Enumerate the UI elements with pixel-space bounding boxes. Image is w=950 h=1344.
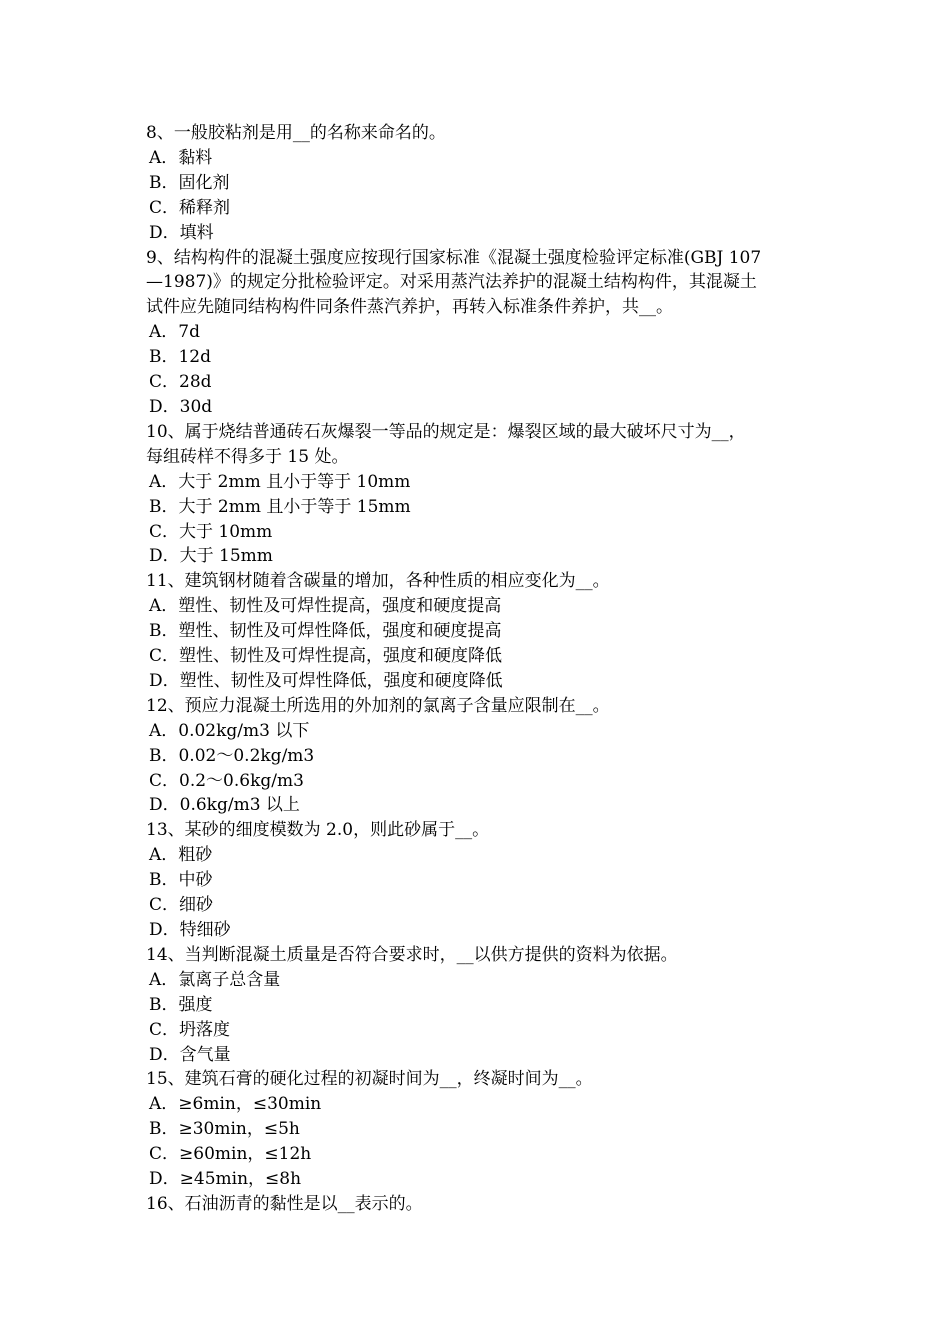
question-12-text: 12、预应力混凝土所选用的外加剂的氯离子含量应限制在__。 [146, 695, 610, 716]
question-10-text-line-1: 10、属于烧结普通砖石灰爆裂一等品的规定是：爆裂区域的最大破坏尺寸为__， [146, 421, 746, 442]
question-10-text-line-2: 每组砖样不得多于 15 处。 [146, 446, 349, 467]
question-10-option-c: C．大于 10mm [149, 521, 273, 542]
question-11-text: 11、建筑钢材随着含碳量的增加，各种性质的相应变化为__。 [146, 571, 610, 592]
question-15-text: 15、建筑石膏的硬化过程的初凝时间为__，终凝时间为__。 [146, 1069, 593, 1090]
question-11-option-d: D．塑性、韧性及可焊性降低，强度和硬度降低 [149, 670, 503, 691]
question-10-option-b: B．大于 2mm 且小于等于 15mm [149, 496, 411, 517]
question-12-option-d: D．0.6kg/m3 以上 [149, 795, 300, 816]
question-9-text-line-2: —1987)》的规定分批检验评定。对采用蒸汽法养护的混凝土结构构件，其混凝土 [146, 272, 757, 293]
question-9-text-line-1: 9、结构构件的混凝土强度应按现行国家标准《混凝土强度检验评定标准(GBJ 107 [146, 247, 762, 268]
question-14-option-b: B．强度 [149, 994, 213, 1015]
question-12 [146, 694, 826, 819]
question-15-option-a: A．≥6min，≤30min [149, 1094, 322, 1115]
question-10 [146, 420, 826, 569]
question-13-option-c: C．细砂 [149, 895, 214, 916]
question-11-option-b: B．塑性、韧性及可焊性降低，强度和硬度提高 [149, 621, 502, 642]
question-15-option-b: B．≥30min，≤5h [149, 1119, 300, 1140]
question-15-option-c: C．≥60min，≤12h [149, 1144, 312, 1165]
question-8-text: 8、一般胶粘剂是用__的名称来命名的。 [146, 123, 446, 143]
question-14-text: 14、当判断混凝土质量是否符合要求时，__以供方提供的资料为依据。 [146, 944, 678, 965]
question-11 [146, 569, 826, 694]
question-9-option-c: C．28d [149, 372, 212, 393]
question-13-option-d: D．特细砂 [149, 920, 231, 940]
question-13-option-b: B．中砂 [149, 870, 213, 891]
question-9-option-a: A．7d [149, 322, 200, 343]
question-11-option-c: C．塑性、韧性及可焊性提高，强度和硬度降低 [149, 646, 503, 667]
question-9 [146, 246, 826, 420]
question-12-option-b: B．0.02～0.2kg/m3 [149, 745, 315, 766]
question-12-option-c: C．0.2～0.6kg/m3 [149, 770, 304, 791]
question-10-option-d: D．大于 15mm [149, 546, 273, 567]
question-8-option-d: D．填料 [149, 222, 214, 243]
question-14-option-d: D．含气量 [149, 1044, 231, 1065]
question-8 [146, 121, 826, 246]
question-13 [146, 818, 826, 943]
question-14-option-a: A．氯离子总含量 [149, 969, 281, 990]
document-body [146, 121, 826, 1217]
question-9-text-line-3: 试件应先随同结构构件同条件蒸汽养护，再转入标准条件养护，共__。 [146, 297, 673, 318]
question-8-option-b: B．固化剂 [149, 172, 230, 193]
question-8-option-a: A．黏料 [149, 147, 213, 168]
question-9-option-b: B．12d [149, 347, 212, 368]
question-11-option-a: A．塑性、韧性及可焊性提高，强度和硬度提高 [149, 596, 502, 617]
question-14-option-c: C．坍落度 [149, 1019, 231, 1040]
question-16 [146, 1192, 826, 1217]
question-16-text: 16、石油沥青的黏性是以__表示的。 [146, 1193, 423, 1214]
question-9-option-d: D．30d [149, 396, 213, 417]
question-14 [146, 943, 826, 1068]
question-8-option-c: C．稀释剂 [149, 197, 231, 218]
question-15-option-d: D．≥45min，≤8h [149, 1169, 302, 1190]
question-12-option-a: A．0.02kg/m3 以下 [149, 720, 310, 741]
question-13-option-a: A．粗砂 [149, 845, 213, 866]
question-15 [146, 1067, 826, 1192]
question-13-text: 13、某砂的细度模数为 2.0，则此砂属于__。 [146, 820, 490, 841]
question-10-option-a: A．大于 2mm 且小于等于 10mm [149, 471, 411, 492]
